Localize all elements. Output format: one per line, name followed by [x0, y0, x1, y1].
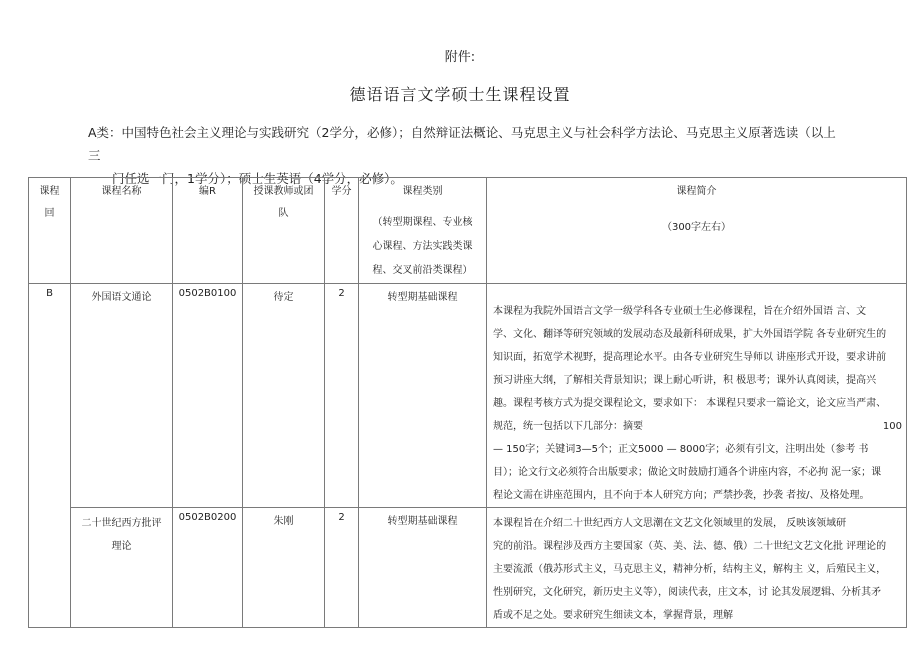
- row-credits: 2: [325, 284, 359, 508]
- document-title: 德语语言文学硕士生课程设置: [349, 85, 571, 104]
- row-course-type: 转型期基础课程: [359, 508, 487, 628]
- row-code: 0502B0100: [173, 284, 243, 508]
- row-credits: 2: [325, 508, 359, 628]
- table-header-row: [29, 178, 907, 284]
- table-row: [29, 508, 907, 628]
- attachment-label: 附件:: [444, 50, 476, 65]
- intro-line-2: 门任选一门，1学分）；硕士生英语（4学分，必修）。: [112, 171, 403, 186]
- row-teacher: 朱刚: [243, 508, 325, 628]
- row-course-name: 二十世纪西方批评 理论: [71, 508, 173, 628]
- header-course-name: 课程名称: [71, 178, 173, 284]
- header-description: 课程简介 （300字左右）: [487, 178, 907, 284]
- intro-line-1: A类：中国特色社会主义理论与实践研究（2学分，必修）；自然辩证法概论、马克思主义与社会科学方法论、马克思主义原著选读（以上三: [88, 125, 836, 163]
- header-teacher: 授课教师或团 队: [243, 178, 325, 284]
- header-category: 课程 回: [29, 178, 71, 284]
- table-row: [29, 284, 907, 508]
- row-course-type: 转型期基础课程: [359, 284, 487, 508]
- row-description: 本课程为我院外国语言文学一级学科各专业硕士生必修课程，旨在介绍外国语 言、文 学、文化、翻译等研究领域的发展动态及最新科研成果，扩大外国语学院 各专业研究生的 知识面，拓宽学术视野，提高理论水平。由各专业研究生导师以 讲座形式开设，要求讲前 预习讲座大纲，了解相关背景知识；课上耐心听讲，积 极思考；课外认真阅读，提高兴 趣。课程考核方式为提交课程论文，要求如下： 本课程只要求一篇论文，论文应当严肃、 规范，统一包括以下几部分：摘要 100 — 150字；关键词3—5个；正文5000 — 8000字；必须有引文，注明出处（参考 书 目）；论文行文必须符合出版要求；做论文时鼓励打通各个讲座内容，不必拘 泥一家；课 程论文需在讲座范围内，且不向于本人研究方向；严禁抄袭，抄袭 者按/、及格处理。: [487, 284, 907, 508]
- header-credits: 学分: [325, 178, 359, 284]
- header-course-type: 课程类别 （转型期课程、专业核 心课程、方法实践类课 程、交叉前沿类课程）: [359, 178, 487, 284]
- course-table: [28, 177, 907, 628]
- row-description: 本课程旨在介绍二十世纪西方人文思潮在文艺文化领域里的发展， 反映该领域研 究的前沿。课程涉及西方主要国家（英、美、法、德、俄）二十世纪文艺文化批 评理论的 主要流派（俄苏形式主义，马克思主义，精神分析，结构主义，解构主 义，后殖民主义， 性别研究，文化研究，新历史主义等），阅读代表，庄文本，讨 论其发展逻辑、分析其矛 盾或不足之处。要求研究生细读文本，掌握背景，理解: [487, 508, 907, 628]
- row-course-name: 外国语文通论: [71, 284, 173, 508]
- header-code: 编R: [173, 178, 243, 284]
- row-code: 0502B0200: [173, 508, 243, 628]
- row-category: B: [29, 284, 71, 628]
- row-teacher: 待定: [243, 284, 325, 508]
